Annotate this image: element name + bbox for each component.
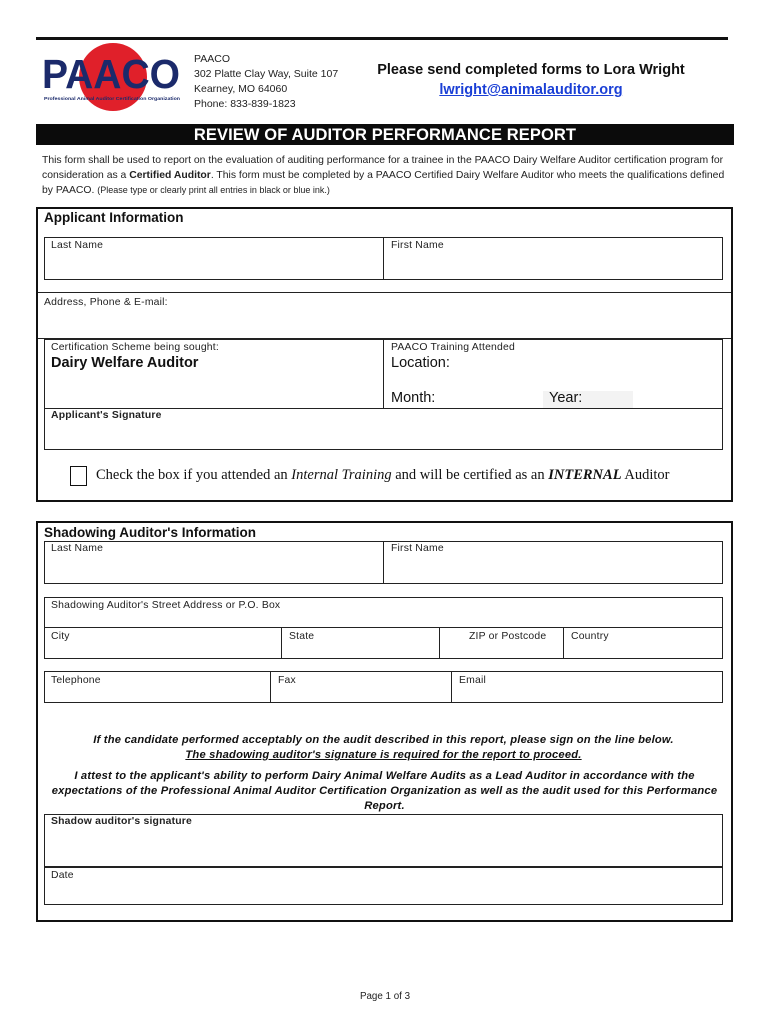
shadow-first-name-label: First Name: [391, 543, 444, 554]
first-name-label: First Name: [391, 240, 444, 251]
certification-scheme-field[interactable]: [44, 339, 384, 409]
shadow-zip-field[interactable]: [439, 627, 564, 659]
intro-text-2: . This form must be completed by a PAACO Certified Dairy Welfare Auditor who meets the qualifications defined by PAACO.: [42, 170, 725, 196]
org-street: 302 Platte Clay Way, Suite 107: [194, 68, 339, 80]
applicant-address-field[interactable]: [38, 292, 731, 339]
shadow-telephone-field[interactable]: [44, 671, 271, 703]
paaco-logo: [40, 42, 190, 112]
month-label: Month:: [391, 390, 436, 406]
checkbox-text-italic: Internal Training: [291, 467, 392, 483]
checkbox-text-bolditalic: INTERNAL: [548, 467, 622, 483]
svg-text:Professional Animal Auditor Ce: Professional Animal Auditor Certification Organization: [44, 96, 181, 101]
scheme-label: Certification Scheme being sought:: [51, 342, 219, 353]
intro-paragraph: [42, 153, 732, 198]
page-title: REVIEW OF AUDITOR PERFORMANCE REPORT: [36, 124, 734, 145]
svg-text:PAACO: PAACO: [42, 51, 180, 97]
intro-bold: Certified Auditor: [129, 170, 211, 181]
email-label: Email: [459, 675, 486, 686]
internal-training-checkbox[interactable]: [70, 466, 87, 486]
intro-text-1: This form shall be used to report on the evaluation of auditing performance for a trainee in the PAACO Dairy Welfare Auditor certification program for consideration as a: [42, 155, 724, 181]
training-attended-field: [383, 339, 723, 409]
scheme-value: Dairy Welfare Auditor: [51, 355, 199, 371]
shadow-street-field[interactable]: [44, 597, 723, 628]
send-instructions: [336, 60, 726, 100]
shadow-fax-field[interactable]: [270, 671, 452, 703]
applicant-signature-label: Applicant's Signature: [51, 410, 162, 421]
checkbox-text-3: Auditor: [621, 467, 670, 483]
page-number: Page 1 of 3: [359, 991, 411, 1002]
applicant-last-name-field[interactable]: [44, 237, 384, 280]
shadow-last-name-field[interactable]: [44, 541, 384, 584]
org-phone: Phone: 833-839-1823: [194, 98, 296, 110]
send-line: Please send completed forms to Lora Wright: [377, 62, 685, 78]
city-label: City: [51, 631, 70, 642]
location-label: Location:: [391, 355, 450, 371]
fax-label: Fax: [278, 675, 296, 686]
contact-email-link[interactable]: lwright@animalauditor.org: [439, 82, 623, 98]
top-rule: [36, 37, 728, 40]
applicant-signature-field[interactable]: [44, 408, 723, 450]
training-label: PAACO Training Attended: [391, 342, 515, 353]
org-name: PAACO: [194, 53, 230, 65]
shadow-email-field[interactable]: [451, 671, 723, 703]
sign-instruction-line-1: If the candidate performed acceptably on the audit described in this report, please sign on the line below.: [93, 734, 674, 746]
shadow-last-name-label: Last Name: [51, 543, 104, 554]
state-label: State: [289, 631, 315, 642]
country-label: Country: [571, 631, 609, 642]
shadow-country-field[interactable]: [563, 627, 723, 659]
date-field[interactable]: [44, 867, 723, 905]
checkbox-text-2: and will be certified as an: [391, 467, 549, 483]
internal-training-text: [96, 467, 670, 484]
zip-label: ZIP or Postcode: [469, 631, 547, 642]
sign-instruction: [44, 733, 723, 763]
year-label: Year:: [549, 390, 583, 406]
shadow-state-field[interactable]: [281, 627, 440, 659]
shadow-signature-field[interactable]: [44, 814, 723, 867]
applicant-section-title: Applicant Information: [44, 210, 184, 225]
shadow-signature-label: Shadow auditor's signature: [51, 816, 193, 827]
shadowing-section-title: Shadowing Auditor's Information: [44, 525, 256, 540]
attestation-text: I attest to the applicant's ability to perform Dairy Animal Welfare Audits as a Lead Auditor in accordance with the expectations of the Professional Animal Auditor Certification Organization as well as the audit used for this Performance Report.: [51, 770, 718, 812]
org-city: Kearney, MO 64060: [194, 83, 288, 95]
checkbox-text-1: Check the box if you attended an: [96, 467, 292, 483]
applicant-first-name-field[interactable]: [383, 237, 723, 280]
org-address: [194, 52, 338, 112]
shadow-first-name-field[interactable]: [383, 541, 723, 584]
date-label: Date: [51, 870, 74, 881]
sign-instruction-line-2: The shadowing auditor's signature is required for the report to proceed.: [185, 749, 582, 761]
telephone-label: Telephone: [51, 675, 101, 686]
shadow-city-field[interactable]: [44, 627, 282, 659]
shadow-street-label: Shadowing Auditor's Street Address or P.O. Box: [51, 600, 281, 611]
intro-ink-note: (Please type or clearly print all entries in black or blue ink.): [97, 185, 330, 195]
last-name-label: Last Name: [51, 240, 104, 251]
address-label: Address, Phone & E-mail:: [44, 297, 168, 308]
